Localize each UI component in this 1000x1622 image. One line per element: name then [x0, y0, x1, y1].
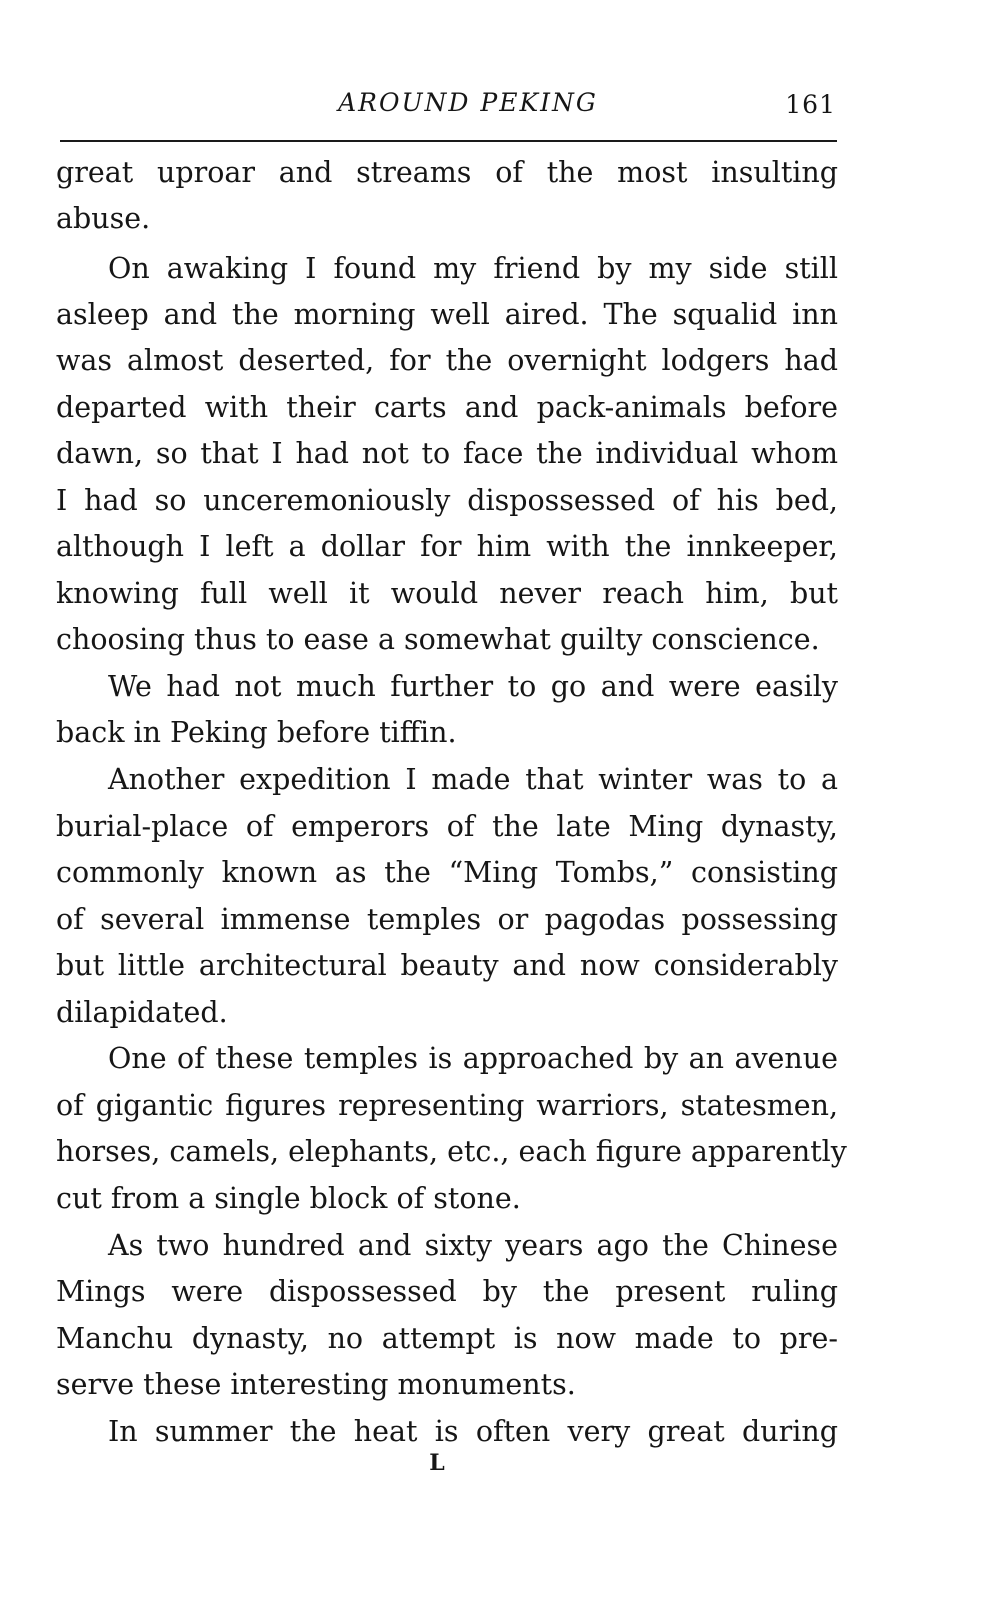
text-line: We had not much further to go and were easily	[108, 670, 838, 703]
text-line: As two hundred and sixty years ago the Chinese	[108, 1229, 838, 1262]
text-line: dawn, so that I had not to face the individual whom	[56, 437, 838, 470]
page-number: 161	[785, 90, 836, 119]
text-line: choosing thus to ease a somewhat guilty conscience.	[56, 623, 820, 656]
text-line: burial-place of emperors of the late Ming dynasty,	[56, 810, 838, 843]
text-line: commonly known as the “Ming Tombs,” consisting	[56, 856, 838, 889]
text-line: was almost deserted, for the overnight lodgers had	[56, 344, 838, 377]
header-rule	[60, 140, 837, 142]
text-line: of several immense temples or pagodas possessing	[56, 903, 838, 936]
text-line: of gigantic figures representing warriors, statesmen,	[56, 1089, 838, 1122]
text-line: back in Peking before tiffin.	[56, 716, 457, 749]
text-line: On awaking I found my friend by my side still	[108, 252, 838, 285]
text-line: cut from a single block of stone.	[56, 1182, 521, 1215]
signature-mark: L	[429, 1450, 445, 1476]
text-line: Mings were dispossessed by the present ruling	[56, 1275, 838, 1308]
text-line: although I left a dollar for him with the innkeeper,	[56, 530, 838, 563]
text-line: abuse.	[56, 202, 151, 235]
text-line: knowing full well it would never reach him, but	[56, 577, 838, 610]
text-line: dilapidated.	[56, 996, 228, 1029]
running-title: AROUND PEKING	[338, 88, 598, 117]
text-line: horses, camels, elephants, etc., each figure apparently	[56, 1135, 847, 1168]
text-line: Manchu dynasty, no attempt is now made to pre-	[56, 1322, 838, 1355]
text-line: serve these interesting monuments.	[56, 1368, 576, 1401]
text-line: Another expedition I made that winter was to a	[108, 763, 838, 796]
text-line: One of these temples is approached by an avenue	[108, 1042, 838, 1075]
text-line: great uproar and streams of the most insulting	[56, 156, 838, 189]
text-line: but little architectural beauty and now considerably	[56, 949, 838, 982]
text-line: In summer the heat is often very great during	[108, 1415, 838, 1448]
text-line: asleep and the morning well aired. The squalid inn	[56, 298, 838, 331]
text-line: departed with their carts and pack-animals before	[56, 391, 838, 424]
text-line: I had so unceremoniously dispossessed of his bed,	[56, 484, 838, 517]
